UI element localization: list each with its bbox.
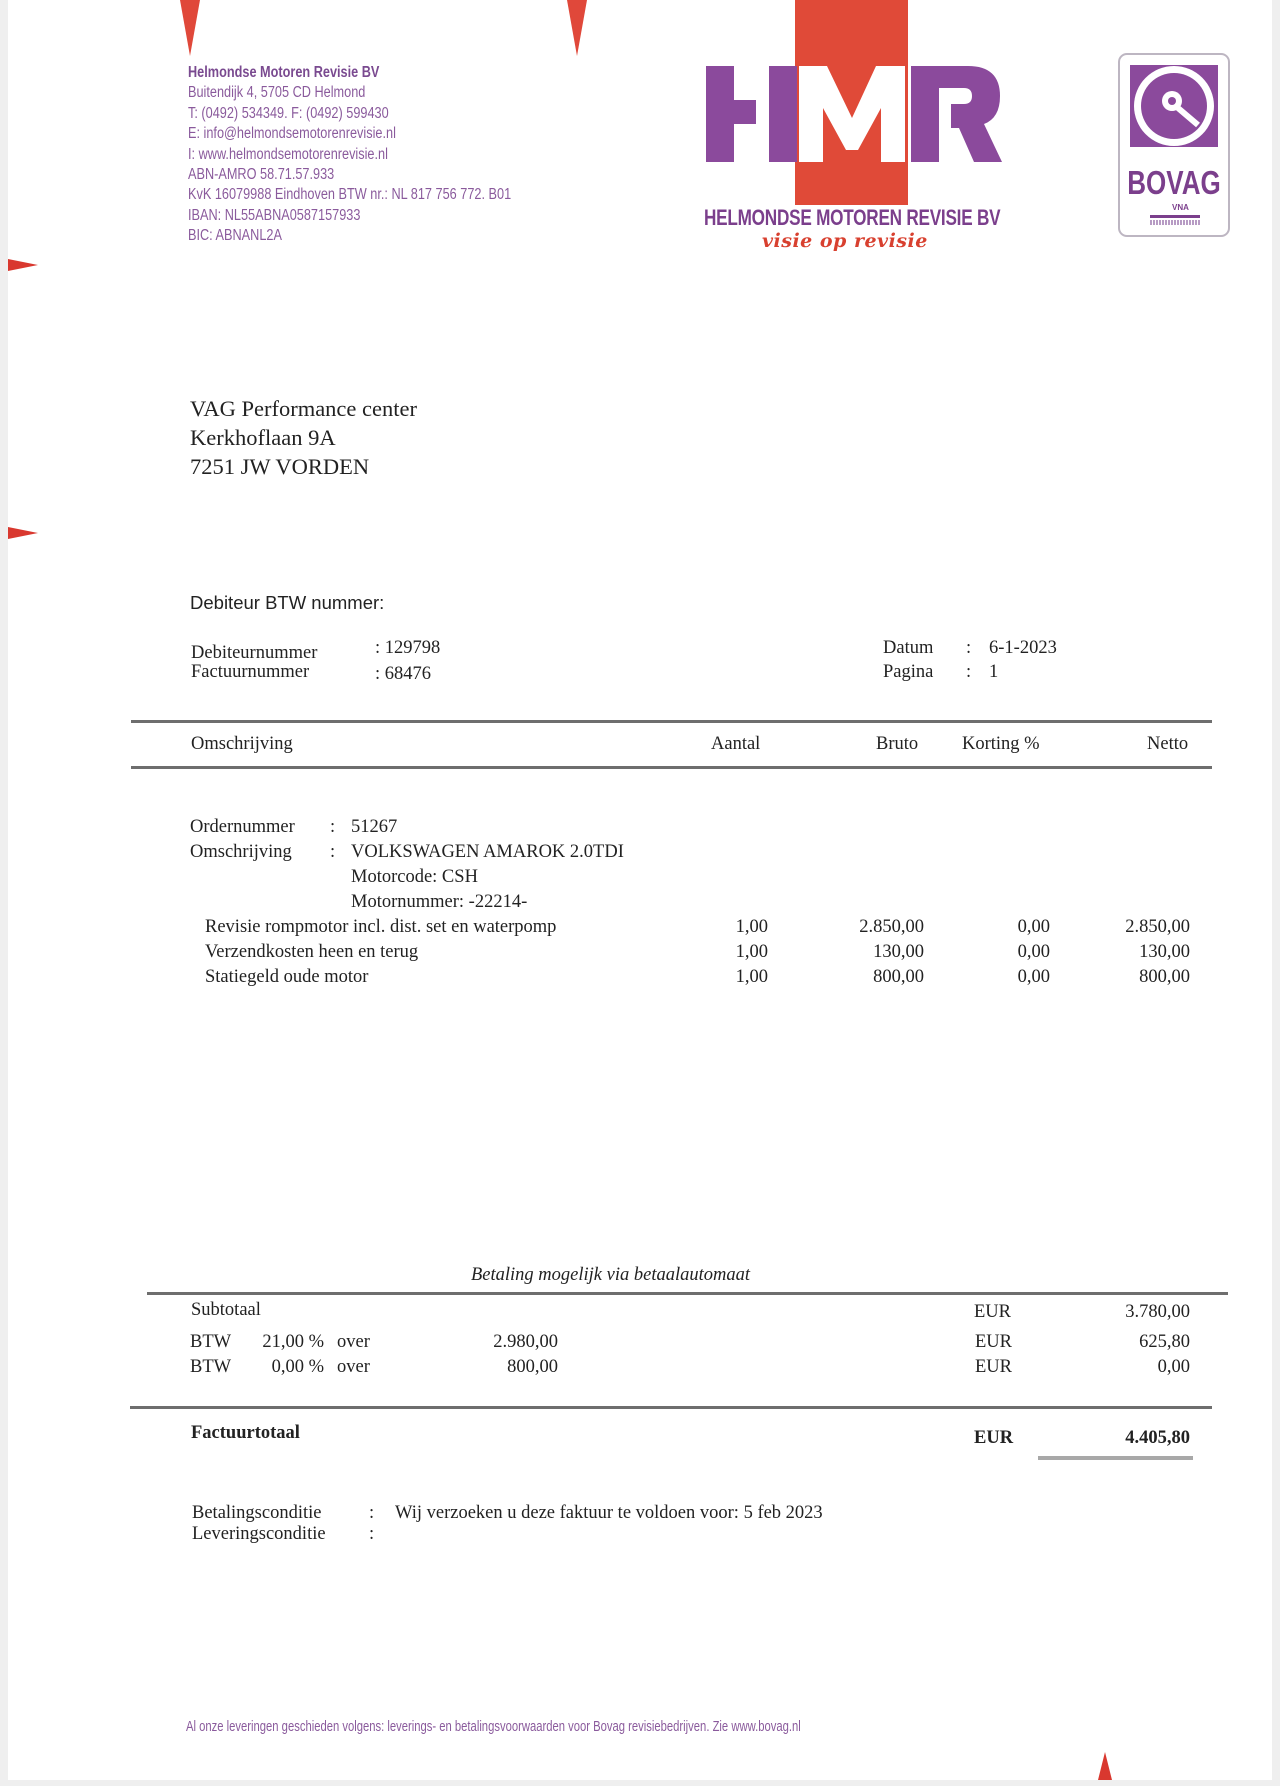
- hmr-letters-icon: [700, 0, 1020, 205]
- page-edge-right: [1272, 0, 1280, 1786]
- ordernummer-colon: :: [330, 817, 336, 837]
- bovag-wordmark: BOVAG: [1127, 163, 1221, 202]
- factuurtotaal-label: Factuurtotaal: [191, 1423, 300, 1443]
- company-line: ABN-AMRO 58.71.57.933: [188, 166, 335, 184]
- bovag-emblem-icon: [1120, 55, 1228, 155]
- row-korting: 0,00: [1017, 942, 1050, 962]
- leveringsconditie-label: Leveringsconditie: [192, 1524, 326, 1544]
- ordernummer-label: Ordernummer: [190, 817, 295, 837]
- row-desc: Verzendkosten heen en terug: [205, 942, 419, 962]
- company-address-block: [188, 63, 511, 247]
- subtotaal-currency: EUR: [974, 1302, 1011, 1322]
- omschrijving-label: Omschrijving: [190, 842, 292, 862]
- factuurnummer-label: Factuurnummer: [191, 662, 310, 682]
- recipient-name: VAG Performance center: [190, 396, 417, 421]
- table-header-bottom-rule: [131, 766, 1212, 769]
- bovag-logo: [1118, 53, 1230, 237]
- row-bruto: 2.850,00: [859, 917, 924, 937]
- company-line: I: www.helmondsemotorenrevisie.nl: [188, 145, 388, 163]
- pagina-colon: :: [966, 662, 972, 682]
- company-name: Helmondse Motoren Revisie BV: [188, 64, 380, 81]
- table-header-top-rule: [131, 720, 1212, 723]
- datum-label: Datum: [883, 638, 934, 658]
- row-netto: 2.850,00: [1125, 917, 1190, 937]
- debiteur-btw-label: Debiteur BTW nummer:: [190, 592, 385, 613]
- factuurtotaal-currency: EUR: [974, 1428, 1014, 1448]
- hmr-logo: [700, 0, 1020, 260]
- btw-amount: 625,80: [1139, 1332, 1190, 1352]
- subtotaal-label: Subtotaal: [191, 1300, 261, 1320]
- fold-mark-left-lower-icon: [8, 527, 38, 539]
- btw-rate: 0,00 %: [271, 1357, 324, 1377]
- pagina-value: 1: [989, 662, 999, 682]
- btw-rate: 21,00 %: [262, 1332, 324, 1352]
- leveringsconditie-colon: :: [369, 1524, 375, 1544]
- company-line: BIC: ABNANL2A: [188, 227, 282, 245]
- bovag-bar: [1150, 215, 1200, 218]
- row-korting: 0,00: [1017, 967, 1050, 987]
- total-underline: [1038, 1456, 1193, 1460]
- header-netto: Netto: [1147, 734, 1189, 754]
- btw-label: BTW: [190, 1357, 232, 1377]
- betalingsconditie-label: Betalingsconditie: [192, 1503, 322, 1523]
- row-aantal: 1,00: [735, 917, 768, 937]
- fold-mark-top-center-icon: [567, 0, 587, 56]
- header-omschrijving: Omschrijving: [191, 734, 293, 754]
- btw-label: BTW: [190, 1332, 232, 1352]
- bovag-fine-print: [1150, 220, 1200, 225]
- payment-note: Betaling mogelijk via betaalautomaat: [471, 1265, 750, 1285]
- motornummer: Motornummer: -22214-: [351, 892, 528, 912]
- row-desc: Statiegeld oude motor: [205, 967, 369, 987]
- header-aantal: Aantal: [711, 734, 761, 754]
- factuurtotaal-value: 4.405,80: [1125, 1428, 1190, 1448]
- fold-mark-bottom-icon: [1098, 1752, 1112, 1780]
- recipient-street: Kerkhoflaan 9A: [190, 425, 336, 450]
- header-korting: Korting %: [962, 734, 1040, 754]
- btw-currency: EUR: [975, 1357, 1012, 1377]
- omschrijving-colon: :: [330, 842, 336, 862]
- pagina-label: Pagina: [883, 662, 934, 682]
- row-korting: 0,00: [1017, 917, 1050, 937]
- debiteurnummer-value: : 129798: [375, 638, 441, 658]
- header-bruto: Bruto: [876, 734, 919, 754]
- btw-over: over: [337, 1357, 370, 1377]
- company-line: T: (0492) 534349. F: (0492) 599430: [188, 104, 389, 122]
- logo-tagline: visie op revisie: [762, 230, 928, 252]
- row-aantal: 1,00: [735, 967, 768, 987]
- bovag-vna: VNA: [1172, 203, 1189, 212]
- motorcode: Motorcode: CSH: [351, 867, 478, 887]
- row-netto: 130,00: [1139, 942, 1190, 962]
- datum-colon: :: [966, 638, 972, 658]
- footer-terms: Al onze leveringen geschieden volgens: leverings- en betalingsvoorwaarden voor Bovag revisiebedrijven. Zie www.bovag.nl: [186, 1718, 801, 1735]
- page-edge-left: [0, 0, 8, 1786]
- btw-over: over: [337, 1332, 370, 1352]
- totals-top-rule: [147, 1292, 1228, 1295]
- omschrijving-value: VOLKSWAGEN AMAROK 2.0TDI: [351, 842, 624, 862]
- btw-base: 800,00: [507, 1357, 558, 1377]
- company-line: IBAN: NL55ABNA0587157933: [188, 206, 361, 224]
- btw-amount: 0,00: [1157, 1357, 1190, 1377]
- company-line: E: info@helmondsemotorenrevisie.nl: [188, 125, 396, 143]
- totals-bottom-rule: [130, 1406, 1212, 1409]
- ordernummer-value: 51267: [351, 817, 398, 837]
- betalingsconditie-colon: :: [369, 1503, 375, 1523]
- row-bruto: 130,00: [873, 942, 924, 962]
- row-desc: Revisie rompmotor incl. dist. set en waterpomp: [205, 917, 557, 937]
- recipient-city: 7251 JW VORDEN: [190, 454, 370, 479]
- subtotaal-value: 3.780,00: [1125, 1302, 1190, 1322]
- row-aantal: 1,00: [735, 942, 768, 962]
- logo-company-name: HELMONDSE MOTOREN REVISIE BV: [704, 205, 1001, 230]
- datum-value: 6-1-2023: [989, 638, 1057, 658]
- btw-currency: EUR: [975, 1332, 1012, 1352]
- row-netto: 800,00: [1139, 967, 1190, 987]
- company-line: KvK 16079988 Eindhoven BTW nr.: NL 817 756 772. B01: [188, 186, 512, 204]
- row-bruto: 800,00: [873, 967, 924, 987]
- fold-mark-top-left-icon: [180, 0, 200, 56]
- company-line: Buitendijk 4, 5705 CD Helmond: [188, 84, 366, 102]
- debiteurnummer-label: Debiteurnummer: [191, 643, 318, 663]
- btw-base: 2.980,00: [493, 1332, 558, 1352]
- betalingsconditie-value: Wij verzoeken u deze faktuur te voldoen voor: 5 feb 2023: [395, 1503, 823, 1523]
- factuurnummer-value: : 68476: [375, 664, 432, 684]
- fold-mark-left-upper-icon: [8, 259, 38, 271]
- page-edge-bottom: [0, 1780, 1280, 1786]
